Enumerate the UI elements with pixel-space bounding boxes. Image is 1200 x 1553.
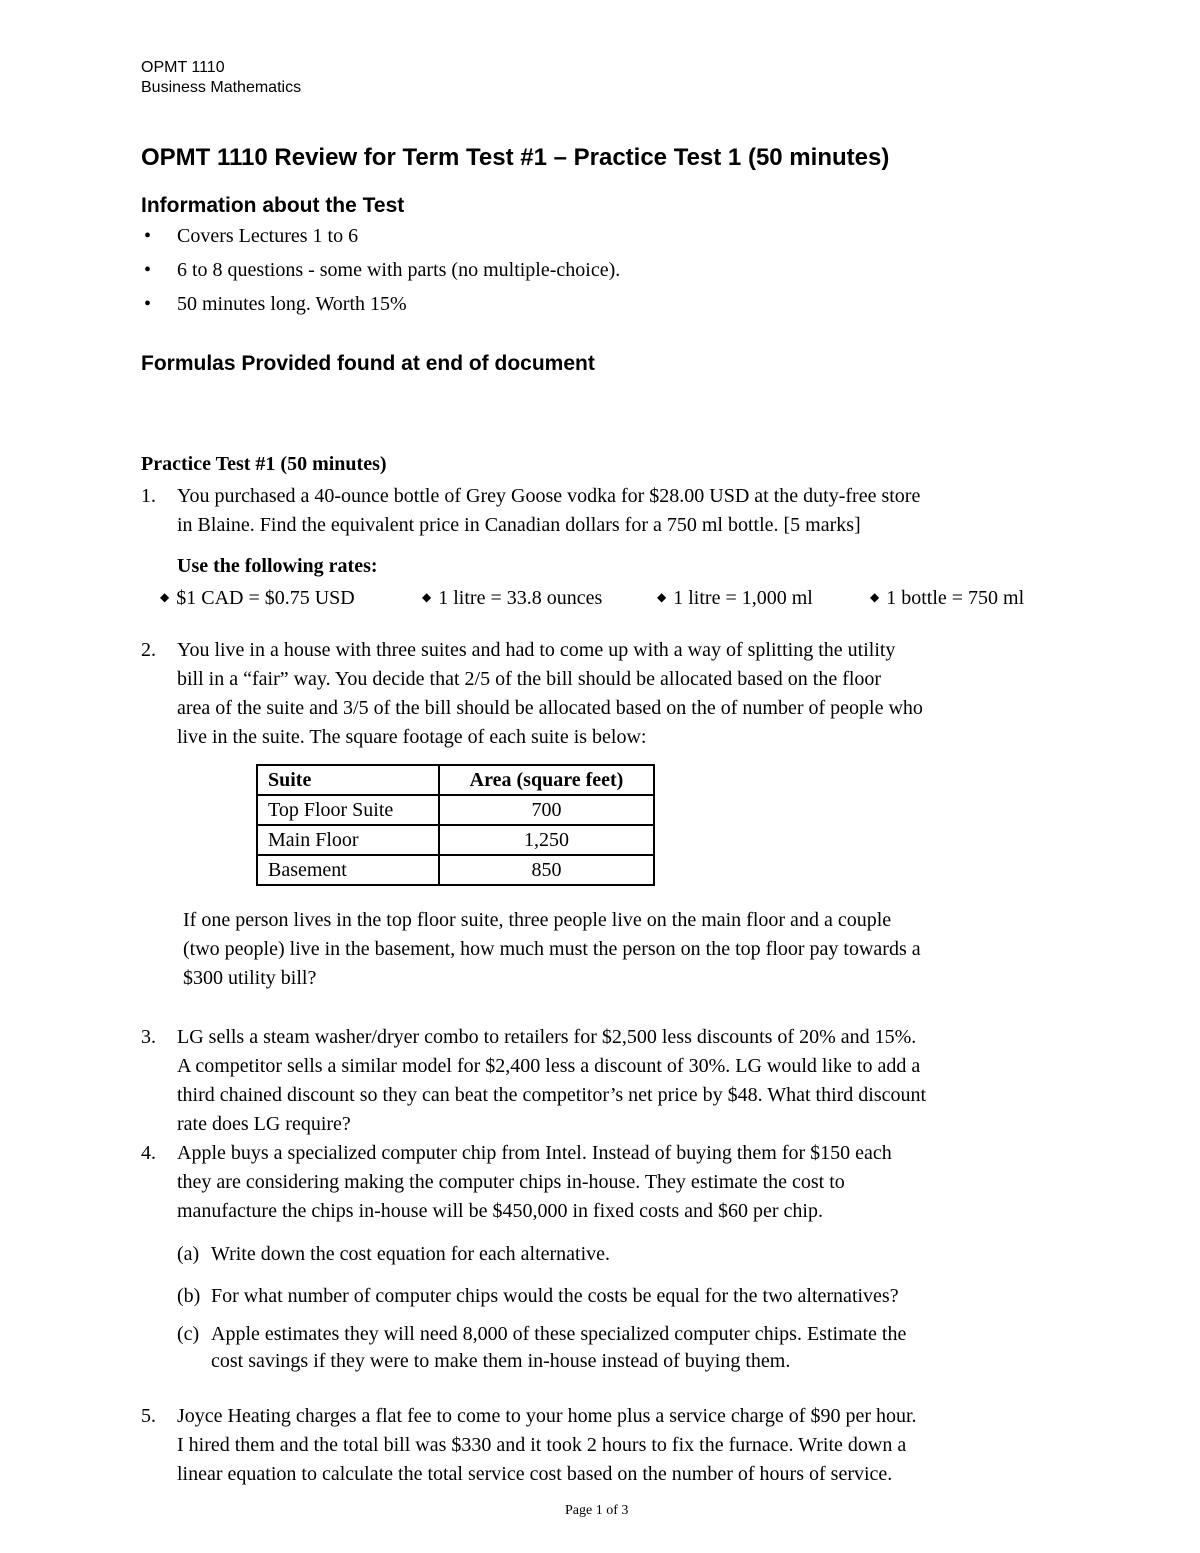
question-1-line-1: You purchased a 40-ounce bottle of Grey Goose vodka for $28.00 USD at the duty-free store	[177, 485, 921, 507]
question-3-line-1: LG sells a steam washer/dryer combo to retailers for $2,500 less discounts of 20% and 15%.	[177, 1026, 917, 1048]
question-4-line-3: manufacture the chips in-house will be $450,000 in fixed costs and $60 per chip.	[177, 1200, 823, 1222]
question-5-line-2: I hired them and the total bill was $330 and it took 2 hours to fix the furnace. Write down a	[177, 1434, 907, 1456]
rate-item-1: ◆ $1 CAD = $0.75 USD	[160, 587, 355, 609]
question-2-line-4: live in the suite. The square footage of each suite is below:	[177, 726, 647, 748]
question-4a-text: Write down the cost equation for each alternative.	[211, 1243, 611, 1265]
question-5-line-3: linear equation to calculate the total service cost based on the number of hours of service.	[177, 1463, 893, 1485]
question-4-line-2: they are considering making the computer chips in-house. They estimate the cost to	[177, 1171, 845, 1193]
suite-area-table	[256, 764, 655, 886]
table-cell: 700	[439, 795, 654, 825]
question-1-line-2: in Blaine. Find the equivalent price in Canadian dollars for a 750 ml bottle. [5 marks]	[177, 514, 861, 536]
table-cell: Top Floor Suite	[257, 795, 439, 825]
table-header-row	[257, 765, 654, 795]
table-cell: Basement	[257, 855, 439, 885]
question-3-line-3: third chained discount so they can beat the competitor’s net price by $48. What third discount	[177, 1084, 927, 1106]
table-header-cell: Suite	[257, 765, 439, 795]
question-2-followup-line-3: $300 utility bill?	[183, 967, 317, 989]
question-1-number: 1.	[141, 485, 156, 507]
question-4b-label: (b)	[177, 1285, 201, 1307]
header-course-code: OPMT 1110	[141, 59, 225, 76]
question-2-line-2: bill in a “fair” way. You decide that 2/5 of the bill should be allocated based on the floor	[177, 668, 882, 690]
question-4a-label: (a)	[177, 1243, 200, 1265]
question-4-line-1: Apple buys a specialized computer chip from Intel. Instead of buying them for $150 each	[177, 1142, 892, 1164]
question-2-followup-line-2: (two people) live in the basement, how much must the person on the top floor pay towards a	[183, 938, 921, 960]
document-title: OPMT 1110 Review for Term Test #1 – Practice Test 1 (50 minutes)	[141, 144, 890, 171]
bullet-icon: •	[144, 293, 152, 315]
question-2-line-3: area of the suite and 3/5 of the bill should be allocated based on the of number of people who	[177, 697, 923, 719]
header-course-subject: Business Mathematics	[141, 79, 302, 96]
page-number: Page 1 of 3	[565, 1503, 629, 1518]
info-bullet-2: 6 to 8 questions - some with parts (no multiple-choice).	[177, 259, 621, 281]
question-3-line-2: A competitor sells a similar model for $2,400 less a discount of 30%. LG would like to add a	[177, 1055, 921, 1077]
question-3-number: 3.	[141, 1026, 156, 1048]
table-header-cell: Area (square feet)	[439, 765, 654, 795]
question-4c-label: (c)	[177, 1323, 200, 1345]
question-2-number: 2.	[141, 639, 156, 661]
diamond-bullet-icon: ◆	[160, 590, 170, 604]
bullet-icon: •	[144, 225, 152, 247]
question-2-line-1: You live in a house with three suites and had to come up with a way of splitting the utility	[177, 639, 896, 661]
question-5-number: 5.	[141, 1405, 156, 1427]
table-cell: 1,250	[439, 825, 654, 855]
question-4c-text-line-1: Apple estimates they will need 8,000 of these specialized computer chips. Estimate the	[211, 1323, 907, 1345]
info-bullet-1: Covers Lectures 1 to 6	[177, 225, 359, 247]
table-cell: Main Floor	[257, 825, 439, 855]
bullet-icon: •	[144, 259, 152, 281]
rates-heading: Use the following rates:	[177, 555, 378, 577]
diamond-bullet-icon: ◆	[422, 590, 432, 604]
question-4b-text: For what number of computer chips would the costs be equal for the two alternatives?	[211, 1285, 899, 1307]
rate-item-3: ◆ 1 litre = 1,000 ml	[657, 587, 813, 609]
formulas-heading: Formulas Provided found at end of document	[141, 352, 595, 375]
info-bullet-3: 50 minutes long. Worth 15%	[177, 293, 407, 315]
question-4c-text-line-2: cost savings if they were to make them in-house instead of buying them.	[211, 1350, 791, 1372]
info-heading: Information about the Test	[141, 194, 405, 217]
table-row	[257, 795, 654, 825]
table-row	[257, 825, 654, 855]
question-3-line-4: rate does LG require?	[177, 1113, 351, 1135]
question-2-followup-line-1: If one person lives in the top floor suite, three people live on the main floor and a couple	[183, 909, 892, 931]
table-cell: 850	[439, 855, 654, 885]
question-5-line-1: Joyce Heating charges a flat fee to come to your home plus a service charge of $90 per hour.	[177, 1405, 917, 1427]
diamond-bullet-icon: ◆	[870, 590, 880, 604]
practice-test-heading: Practice Test #1 (50 minutes)	[141, 453, 387, 475]
rate-item-4: ◆ 1 bottle = 750 ml	[870, 587, 1025, 609]
rate-item-2: ◆ 1 litre = 33.8 ounces	[422, 587, 603, 609]
table-row	[257, 855, 654, 885]
question-4-number: 4.	[141, 1142, 156, 1164]
diamond-bullet-icon: ◆	[657, 590, 667, 604]
